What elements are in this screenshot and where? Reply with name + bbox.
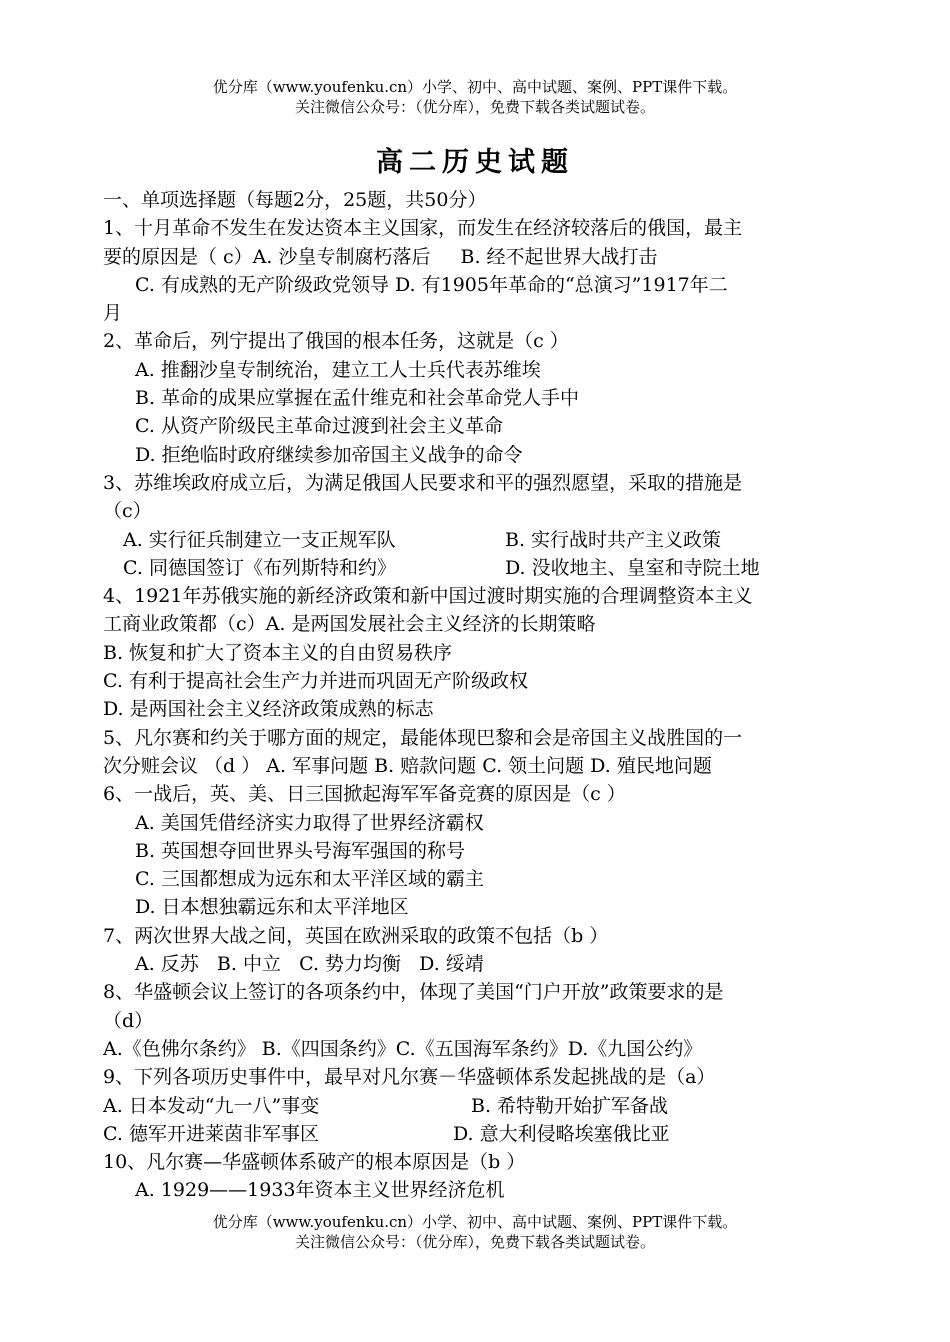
q9-stem: 9、下列各项历史事件中，最早对凡尔赛－华盛顿体系发起挑战的是（a） [103, 1066, 716, 1089]
q4-stem-line-1: 4、1921年苏俄实施的新经济政策和新中国过渡时期实施的合理调整资本主义 [103, 585, 753, 608]
page-header [0, 77, 950, 117]
q9-option-d: D. 意大利侵略埃塞俄比亚 [453, 1122, 670, 1145]
q6-option-c: C. 三国都想成为远东和太平洋区域的霸主 [135, 868, 484, 891]
q9-options-cd [103, 1120, 848, 1148]
q9-option-a: A. 日本发动“九一八”事变 [103, 1094, 320, 1117]
q2-option-b: B. 革命的成果应掌握在孟什维克和社会革命党人手中 [135, 387, 580, 410]
q4-option-b: B. 恢复和扩大了资本主义的自由贸易秩序 [103, 641, 453, 664]
q1-stem-option-a: 要的原因是（ c）A. 沙皇专制腐朽落后 [103, 245, 431, 268]
footer-line-2: 关注微信公众号：（优分库），免费下载各类试题试卷。 [294, 1233, 655, 1251]
q10-stem: 10、凡尔赛—华盛顿体系破产的根本原因是（b ） [103, 1151, 526, 1174]
q5-stem-line-2: 次分赃会议 （d ） A. 军事问题 B. 赔款问题 C. 领土问题 D. 殖民地问题 [103, 754, 712, 777]
q6-option-a: A. 美国凭借经济实力取得了世界经济霸权 [135, 811, 484, 834]
q5-stem-line-1: 5、凡尔赛和约关于哪方面的规定，最能体现巴黎和会是帝国主义战胜国的一 [103, 726, 743, 749]
section-heading: 一、单项选择题（每题2分，25题，共50分） [103, 189, 487, 211]
q6-stem: 6、一战后，英、美、日三国掀起海军军备竞赛的原因是（c ） [103, 783, 626, 806]
header-line-1: 优分库（www.youfenku.cn）小学、初中、高中试题、案例、PPT课件下载。 [212, 78, 738, 96]
q3-options-ab [103, 526, 848, 554]
q3-options-cd [103, 554, 848, 582]
q1-options-cd: C. 有成熟的无产阶级政党领导 D. 有1905年革命的“总演习”1917年二 [135, 273, 728, 296]
q8-stem-line-1: 8、华盛顿会议上签订的各项条约中，体现了美国“门户开放”政策要求的是 [103, 981, 724, 1004]
q9-option-b: B. 希特勒开始扩军备战 [471, 1094, 669, 1117]
q4-stem-line-2: 工商业政策都（c）A. 是两国发展社会主义经济的长期策略 [103, 613, 596, 636]
q2-option-a: A. 推翻沙皇专制统治，建立工人士兵代表苏维埃 [135, 358, 541, 381]
footer-line-1: 优分库（www.youfenku.cn）小学、初中、高中试题、案例、PPT课件下载。 [212, 1213, 738, 1231]
q1-stem-line-1: 1、十月革命不发生在发达资本主义国家，而发生在经济较落后的俄国，最主 [103, 217, 743, 240]
q2-option-c: C. 从资产阶级民主革命过渡到社会主义革命 [135, 415, 503, 438]
q6-option-d: D. 日本想独霸远东和太平洋地区 [135, 896, 409, 919]
q9-options-ab [103, 1092, 848, 1120]
q8-stem-line-2: （d） [103, 1009, 154, 1032]
q9-option-c: C. 德军开进莱茵非军事区 [103, 1122, 319, 1145]
q7-stem: 7、两次世界大战之间，英国在欧洲采取的政策不包括（b ） [103, 924, 609, 947]
header-line-2: 关注微信公众号：（优分库），免费下载各类试题试卷。 [294, 98, 655, 116]
q3-option-a: A. 实行征兵制建立一支正规军队 [123, 528, 396, 551]
q3-stem-line-1: 3、苏维埃政府成立后，为满足俄国人民要求和平的强烈愿望，采取的措施是 [103, 471, 743, 494]
q3-option-b: B. 实行战时共产主义政策 [505, 528, 722, 551]
q4-option-c: C. 有利于提高社会生产力并进而巩固无产阶级政权 [103, 670, 528, 693]
page-title: 高二历史试题 [376, 147, 574, 178]
page-footer [0, 1212, 950, 1252]
q4-option-d: D. 是两国社会主义经济政策成熟的标志 [103, 698, 434, 721]
q1-option-b: B. 经不起世界大战打击 [460, 245, 658, 268]
q1-tail: 月 [103, 302, 123, 325]
q2-option-d: D. 拒绝临时政府继续参加帝国主义战争的命令 [135, 443, 523, 466]
q10-option-a: A. 1929——1933年资本主义世界经济危机 [135, 1179, 505, 1202]
q7-options: A. 反苏 B. 中立 C. 势力均衡 D. 绥靖 [135, 953, 484, 976]
q3-option-c: C. 同德国签订《布列斯特和约》 [123, 556, 396, 579]
q3-option-d: D. 没收地主、皇室和寺院土地 [505, 556, 760, 579]
q3-stem-line-2: （c） [103, 500, 152, 523]
q1-stem-line-2 [103, 243, 848, 271]
q2-stem: 2、革命后，列宁提出了俄国的根本任务，这就是（c ） [103, 330, 569, 353]
q8-options: A.《色佛尔条约》 B.《四国条约》C.《五国海军条约》D.《九国公约》 [103, 1037, 703, 1060]
q6-option-b: B. 英国想夺回世界头号海军强国的称号 [135, 839, 466, 862]
exam-body [103, 186, 848, 1205]
